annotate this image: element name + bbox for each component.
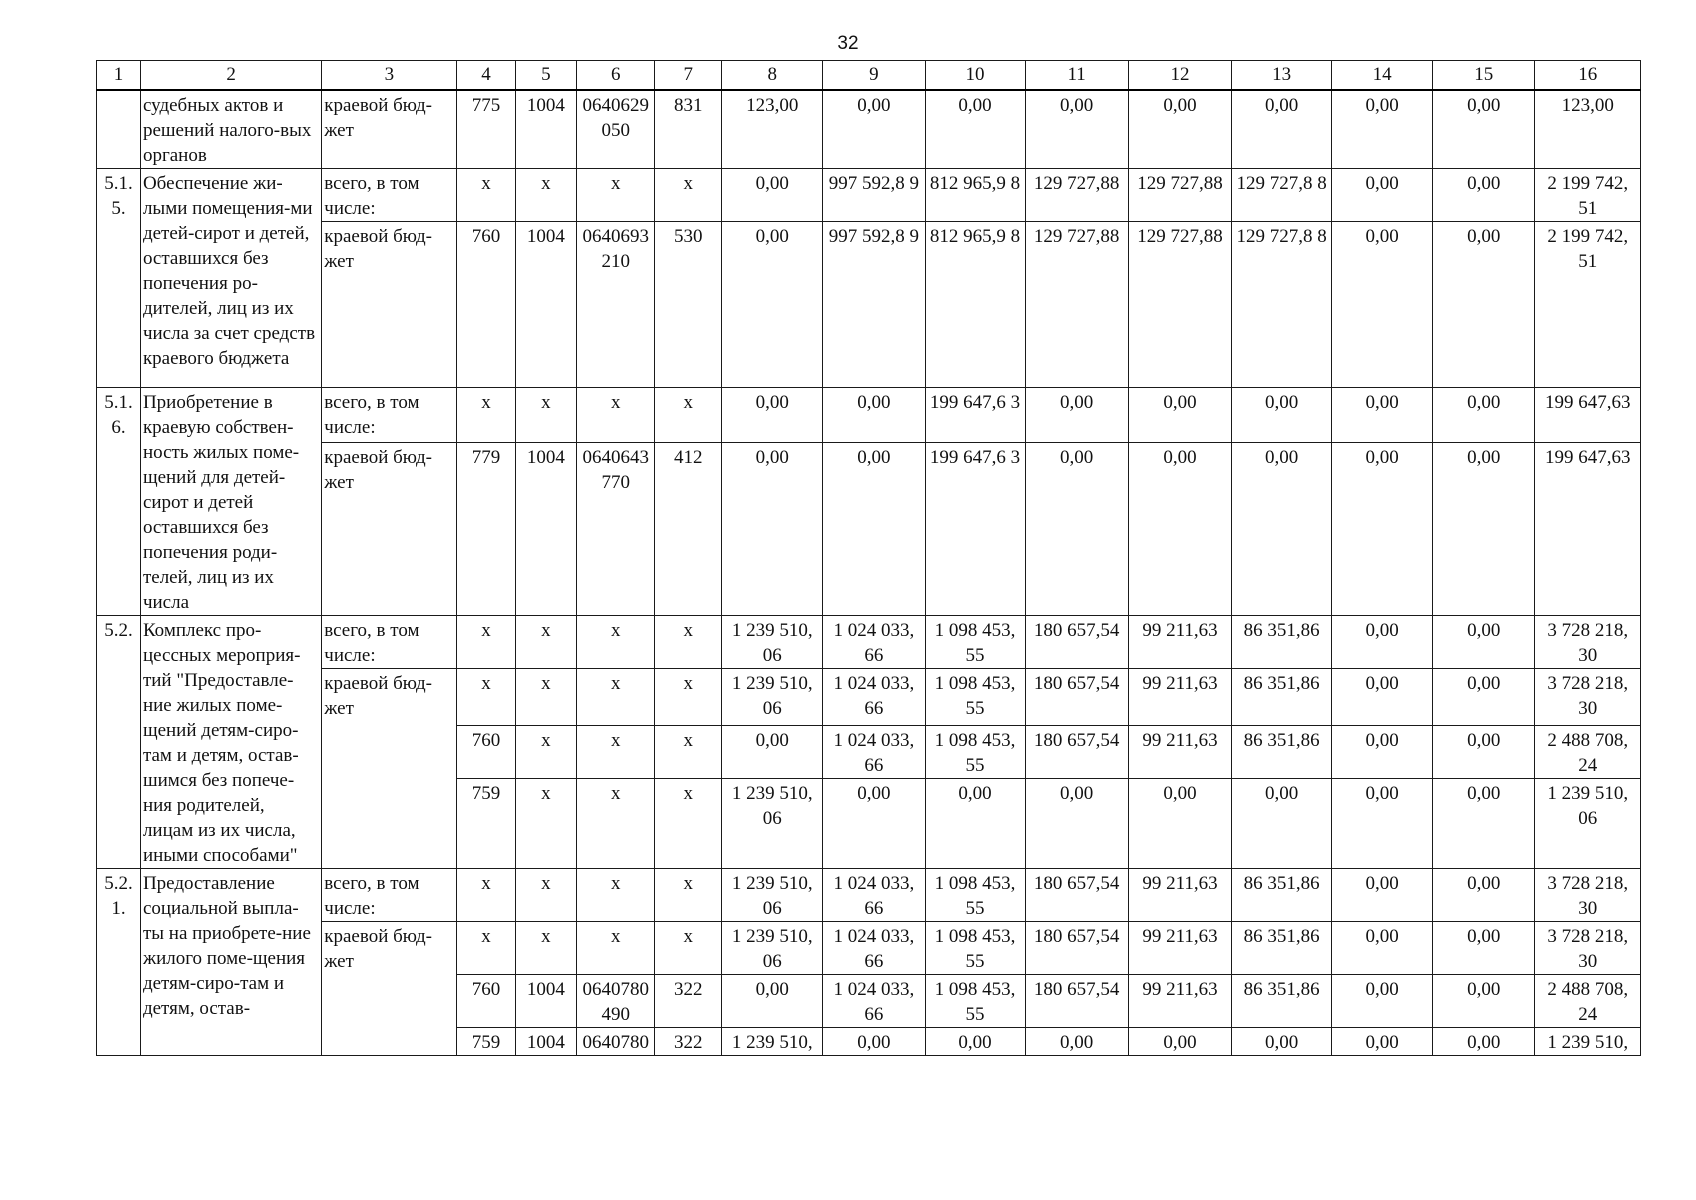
header-cell: 3 (322, 61, 457, 91)
code-cell: 759 (457, 779, 515, 869)
header-cell: 4 (457, 61, 515, 91)
code-cell: 759 (457, 1028, 515, 1056)
funding-source-cell: всего, в том числе: (322, 616, 457, 669)
code-cell: x (577, 869, 655, 922)
item-number-cell: 5.2. (97, 616, 141, 869)
value-cell: 0,00 (1332, 388, 1433, 443)
code-cell: x (457, 616, 515, 669)
value-cell: 0,00 (722, 388, 823, 443)
value-cell: 3 728 218, 30 (1535, 922, 1641, 975)
value-cell: 129 727,8 8 (1232, 169, 1332, 222)
value-cell: 1 024 033, 66 (823, 869, 925, 922)
item-number-cell: 5.2. 1. (97, 869, 141, 1056)
value-cell: 0,00 (1433, 922, 1535, 975)
value-cell: 0,00 (823, 388, 925, 443)
value-cell: 1 024 033, 66 (823, 669, 925, 726)
funding-source-cell: всего, в том числе: (322, 169, 457, 222)
header-cell: 10 (925, 61, 1025, 91)
code-cell: x (577, 388, 655, 443)
code-cell: x (515, 726, 577, 779)
value-cell: 0,00 (1332, 975, 1433, 1028)
code-cell: 760 (457, 975, 515, 1028)
value-cell: 129 727,88 (1025, 169, 1128, 222)
value-cell: 3 728 218, 30 (1535, 669, 1641, 726)
value-cell: 2 199 742, 51 (1535, 169, 1641, 222)
value-cell: 0,00 (722, 975, 823, 1028)
value-cell: 0,00 (722, 442, 823, 615)
value-cell: 1 239 510, 06 (1535, 779, 1641, 869)
code-cell: x (457, 669, 515, 726)
header-cell: 11 (1025, 61, 1128, 91)
value-cell: 2 488 708, 24 (1535, 726, 1641, 779)
item-name-cell: судебных актов и решений налого-вых органов (140, 90, 321, 169)
value-cell: 0,00 (1332, 442, 1433, 615)
value-cell: 99 211,63 (1128, 975, 1231, 1028)
value-cell: 0,00 (1128, 442, 1231, 615)
value-cell: 0,00 (1232, 442, 1332, 615)
value-cell: 0,00 (1332, 169, 1433, 222)
value-cell: 812 965,9 8 (925, 169, 1025, 222)
value-cell: 0,00 (925, 90, 1025, 169)
value-cell: 86 351,86 (1232, 616, 1332, 669)
value-cell: 0,00 (1128, 779, 1231, 869)
value-cell: 0,00 (1433, 779, 1535, 869)
value-cell: 180 657,54 (1025, 869, 1128, 922)
value-cell: 0,00 (1433, 169, 1535, 222)
value-cell: 1 024 033, 66 (823, 726, 925, 779)
header-row (97, 61, 1641, 91)
code-cell: x (577, 922, 655, 975)
value-cell: 99 211,63 (1128, 922, 1231, 975)
header-cell: 5 (515, 61, 577, 91)
value-cell: 0,00 (1232, 388, 1332, 443)
value-cell: 180 657,54 (1025, 975, 1128, 1028)
code-cell: x (515, 616, 577, 669)
code-cell: 779 (457, 442, 515, 615)
value-cell: 0,00 (722, 169, 823, 222)
value-cell: 1 098 453, 55 (925, 869, 1025, 922)
table-row (97, 442, 1641, 615)
value-cell: 180 657,54 (1025, 726, 1128, 779)
value-cell: 0,00 (1332, 726, 1433, 779)
value-cell: 99 211,63 (1128, 726, 1231, 779)
value-cell: 1 239 510, 06 (722, 779, 823, 869)
value-cell: 0,00 (1025, 90, 1128, 169)
value-cell: 0,00 (722, 726, 823, 779)
value-cell: 0,00 (1332, 1028, 1433, 1056)
value-cell: 86 351,86 (1232, 975, 1332, 1028)
value-cell: 129 727,88 (1025, 222, 1128, 388)
value-cell: 0,00 (1128, 90, 1231, 169)
code-cell: x (655, 922, 722, 975)
table-row (97, 388, 1641, 443)
item-name-cell: Комплекс про-цессных мероприя-тий "Предоставле-ние жилых поме-щений детям-сиро-там и детям, остав-шимся без попече-ния родителей, лицам из их числа, иными способами" (140, 616, 321, 869)
value-cell: 99 211,63 (1128, 869, 1231, 922)
code-cell: 760 (457, 222, 515, 388)
value-cell: 0,00 (823, 442, 925, 615)
value-cell: 1 239 510, 06 (722, 922, 823, 975)
value-cell: 86 351,86 (1232, 726, 1332, 779)
funding-source-cell: краевой бюд-жет (322, 442, 457, 615)
header-cell: 12 (1128, 61, 1231, 91)
value-cell: 0,00 (1025, 1028, 1128, 1056)
value-cell: 0,00 (1433, 222, 1535, 388)
code-cell: x (577, 669, 655, 726)
funding-source-cell: краевой бюд-жет (322, 222, 457, 388)
code-cell: 1004 (515, 222, 577, 388)
table-row (97, 169, 1641, 222)
code-cell: x (515, 669, 577, 726)
funding-source-cell: краевой бюд-жет (322, 90, 457, 169)
code-cell: x (577, 726, 655, 779)
value-cell: 0,00 (1433, 616, 1535, 669)
value-cell: 0,00 (1433, 1028, 1535, 1056)
value-cell: 199 647,63 (1535, 442, 1641, 615)
code-cell: 1004 (515, 442, 577, 615)
code-cell: x (655, 726, 722, 779)
code-cell: 1004 (515, 975, 577, 1028)
header-cell: 8 (722, 61, 823, 91)
value-cell: 123,00 (722, 90, 823, 169)
code-cell: 0640693 210 (577, 222, 655, 388)
code-cell: x (457, 169, 515, 222)
value-cell: 0,00 (1433, 90, 1535, 169)
table-row (97, 222, 1641, 388)
value-cell: 1 024 033, 66 (823, 922, 925, 975)
code-cell: x (515, 869, 577, 922)
value-cell: 0,00 (823, 779, 925, 869)
funding-source-cell: всего, в том числе: (322, 869, 457, 922)
code-cell: x (655, 779, 722, 869)
code-cell: x (655, 669, 722, 726)
value-cell: 0,00 (1128, 1028, 1231, 1056)
table-row (97, 616, 1641, 669)
value-cell: 0,00 (1332, 222, 1433, 388)
value-cell: 99 211,63 (1128, 616, 1231, 669)
value-cell: 0,00 (925, 1028, 1025, 1056)
value-cell: 1 098 453, 55 (925, 726, 1025, 779)
value-cell: 0,00 (1025, 442, 1128, 615)
table-row (97, 869, 1641, 922)
code-cell: x (577, 779, 655, 869)
value-cell: 0,00 (823, 90, 925, 169)
page-number: 32 (837, 33, 859, 54)
value-cell: 86 351,86 (1232, 869, 1332, 922)
value-cell: 129 727,88 (1128, 222, 1231, 388)
value-cell: 0,00 (1433, 869, 1535, 922)
value-cell: 0,00 (1025, 779, 1128, 869)
value-cell: 129 727,88 (1128, 169, 1231, 222)
value-cell: 0,00 (1332, 616, 1433, 669)
item-name-cell: Обеспечение жи-лыми помещения-ми детей-сирот и детей, оставшихся без попечения ро-дителей, лиц из их числа за счет средств краевого бюджета (140, 169, 321, 388)
value-cell: 3 728 218, 30 (1535, 616, 1641, 669)
value-cell: 0,00 (1232, 1028, 1332, 1056)
code-cell: 322 (655, 975, 722, 1028)
code-cell: 1004 (515, 90, 577, 169)
value-cell: 0,00 (1332, 669, 1433, 726)
value-cell: 199 647,6 3 (925, 442, 1025, 615)
code-cell: x (515, 169, 577, 222)
code-cell: 322 (655, 1028, 722, 1056)
value-cell: 0,00 (1025, 388, 1128, 443)
value-cell: 180 657,54 (1025, 922, 1128, 975)
value-cell: 812 965,9 8 (925, 222, 1025, 388)
code-cell: x (515, 388, 577, 443)
header-cell: 13 (1232, 61, 1332, 91)
code-cell: x (515, 922, 577, 975)
header-cell: 9 (823, 61, 925, 91)
header-cell: 15 (1433, 61, 1535, 91)
value-cell: 0,00 (1232, 779, 1332, 869)
code-cell: x (655, 616, 722, 669)
value-cell: 199 647,6 3 (925, 388, 1025, 443)
budget-table (96, 60, 1641, 1056)
value-cell: 0,00 (1332, 922, 1433, 975)
item-number-cell: 5.1. 6. (97, 388, 141, 616)
code-cell: 1004 (515, 1028, 577, 1056)
value-cell: 86 351,86 (1232, 669, 1332, 726)
value-cell: 180 657,54 (1025, 669, 1128, 726)
value-cell: 1 098 453, 55 (925, 975, 1025, 1028)
funding-source-cell: краевой бюд-жет (322, 669, 457, 869)
value-cell: 3 728 218, 30 (1535, 869, 1641, 922)
value-cell: 1 024 033, 66 (823, 616, 925, 669)
value-cell: 1 239 510, 06 (722, 669, 823, 726)
funding-source-cell: всего, в том числе: (322, 388, 457, 443)
value-cell: 2 488 708, 24 (1535, 975, 1641, 1028)
code-cell: x (457, 388, 515, 443)
value-cell: 0,00 (1332, 779, 1433, 869)
code-cell: x (457, 922, 515, 975)
value-cell: 180 657,54 (1025, 616, 1128, 669)
value-cell: 0,00 (925, 779, 1025, 869)
value-cell: 0,00 (1433, 442, 1535, 615)
code-cell: x (577, 616, 655, 669)
item-name-cell: Приобретение в краевую собствен-ность жилых поме-щений для детей-сирот и детей оставшихся без попечения роди-телей, лиц из их числа (140, 388, 321, 616)
funding-source-cell: краевой бюд-жет (322, 922, 457, 1056)
table-row (97, 669, 1641, 726)
value-cell: 0,00 (1433, 726, 1535, 779)
table-row (97, 90, 1641, 169)
header-cell: 14 (1332, 61, 1433, 91)
header-cell: 7 (655, 61, 722, 91)
header-cell: 16 (1535, 61, 1641, 91)
value-cell: 123,00 (1535, 90, 1641, 169)
value-cell: 86 351,86 (1232, 922, 1332, 975)
value-cell: 2 199 742, 51 (1535, 222, 1641, 388)
header-cell: 1 (97, 61, 141, 91)
value-cell: 1 239 510, (1535, 1028, 1641, 1056)
value-cell: 1 098 453, 55 (925, 669, 1025, 726)
code-cell: 412 (655, 442, 722, 615)
value-cell: 1 239 510, (722, 1028, 823, 1056)
value-cell: 1 239 510, 06 (722, 616, 823, 669)
item-number-cell (97, 90, 141, 169)
item-name-cell: Предоставление социальной выпла-ты на приобрете-ние жилого поме-щения детям-сиро-там и детям, остав- (140, 869, 321, 1056)
code-cell: x (655, 388, 722, 443)
value-cell: 0,00 (823, 1028, 925, 1056)
value-cell: 997 592,8 9 (823, 222, 925, 388)
code-cell: 530 (655, 222, 722, 388)
code-cell: x (577, 169, 655, 222)
code-cell: 0640643 770 (577, 442, 655, 615)
value-cell: 0,00 (722, 222, 823, 388)
value-cell: 0,00 (1232, 90, 1332, 169)
table-row (97, 922, 1641, 975)
value-cell: 1 024 033, 66 (823, 975, 925, 1028)
value-cell: 0,00 (1433, 388, 1535, 443)
value-cell: 1 098 453, 55 (925, 616, 1025, 669)
value-cell: 1 098 453, 55 (925, 922, 1025, 975)
value-cell: 1 239 510, 06 (722, 869, 823, 922)
value-cell: 0,00 (1128, 388, 1231, 443)
code-cell: 760 (457, 726, 515, 779)
value-cell: 0,00 (1332, 869, 1433, 922)
code-cell: x (655, 869, 722, 922)
code-cell: x (515, 779, 577, 869)
header-cell: 6 (577, 61, 655, 91)
code-cell: 0640780 490 (577, 975, 655, 1028)
code-cell: 0640780 (577, 1028, 655, 1056)
header-cell: 2 (140, 61, 321, 91)
value-cell: 199 647,63 (1535, 388, 1641, 443)
value-cell: 997 592,8 9 (823, 169, 925, 222)
value-cell: 129 727,8 8 (1232, 222, 1332, 388)
item-number-cell: 5.1. 5. (97, 169, 141, 388)
value-cell: 0,00 (1433, 975, 1535, 1028)
code-cell: 0640629 050 (577, 90, 655, 169)
value-cell: 0,00 (1332, 90, 1433, 169)
code-cell: x (457, 869, 515, 922)
code-cell: 775 (457, 90, 515, 169)
code-cell: x (655, 169, 722, 222)
value-cell: 0,00 (1433, 669, 1535, 726)
code-cell: 831 (655, 90, 722, 169)
value-cell: 99 211,63 (1128, 669, 1231, 726)
